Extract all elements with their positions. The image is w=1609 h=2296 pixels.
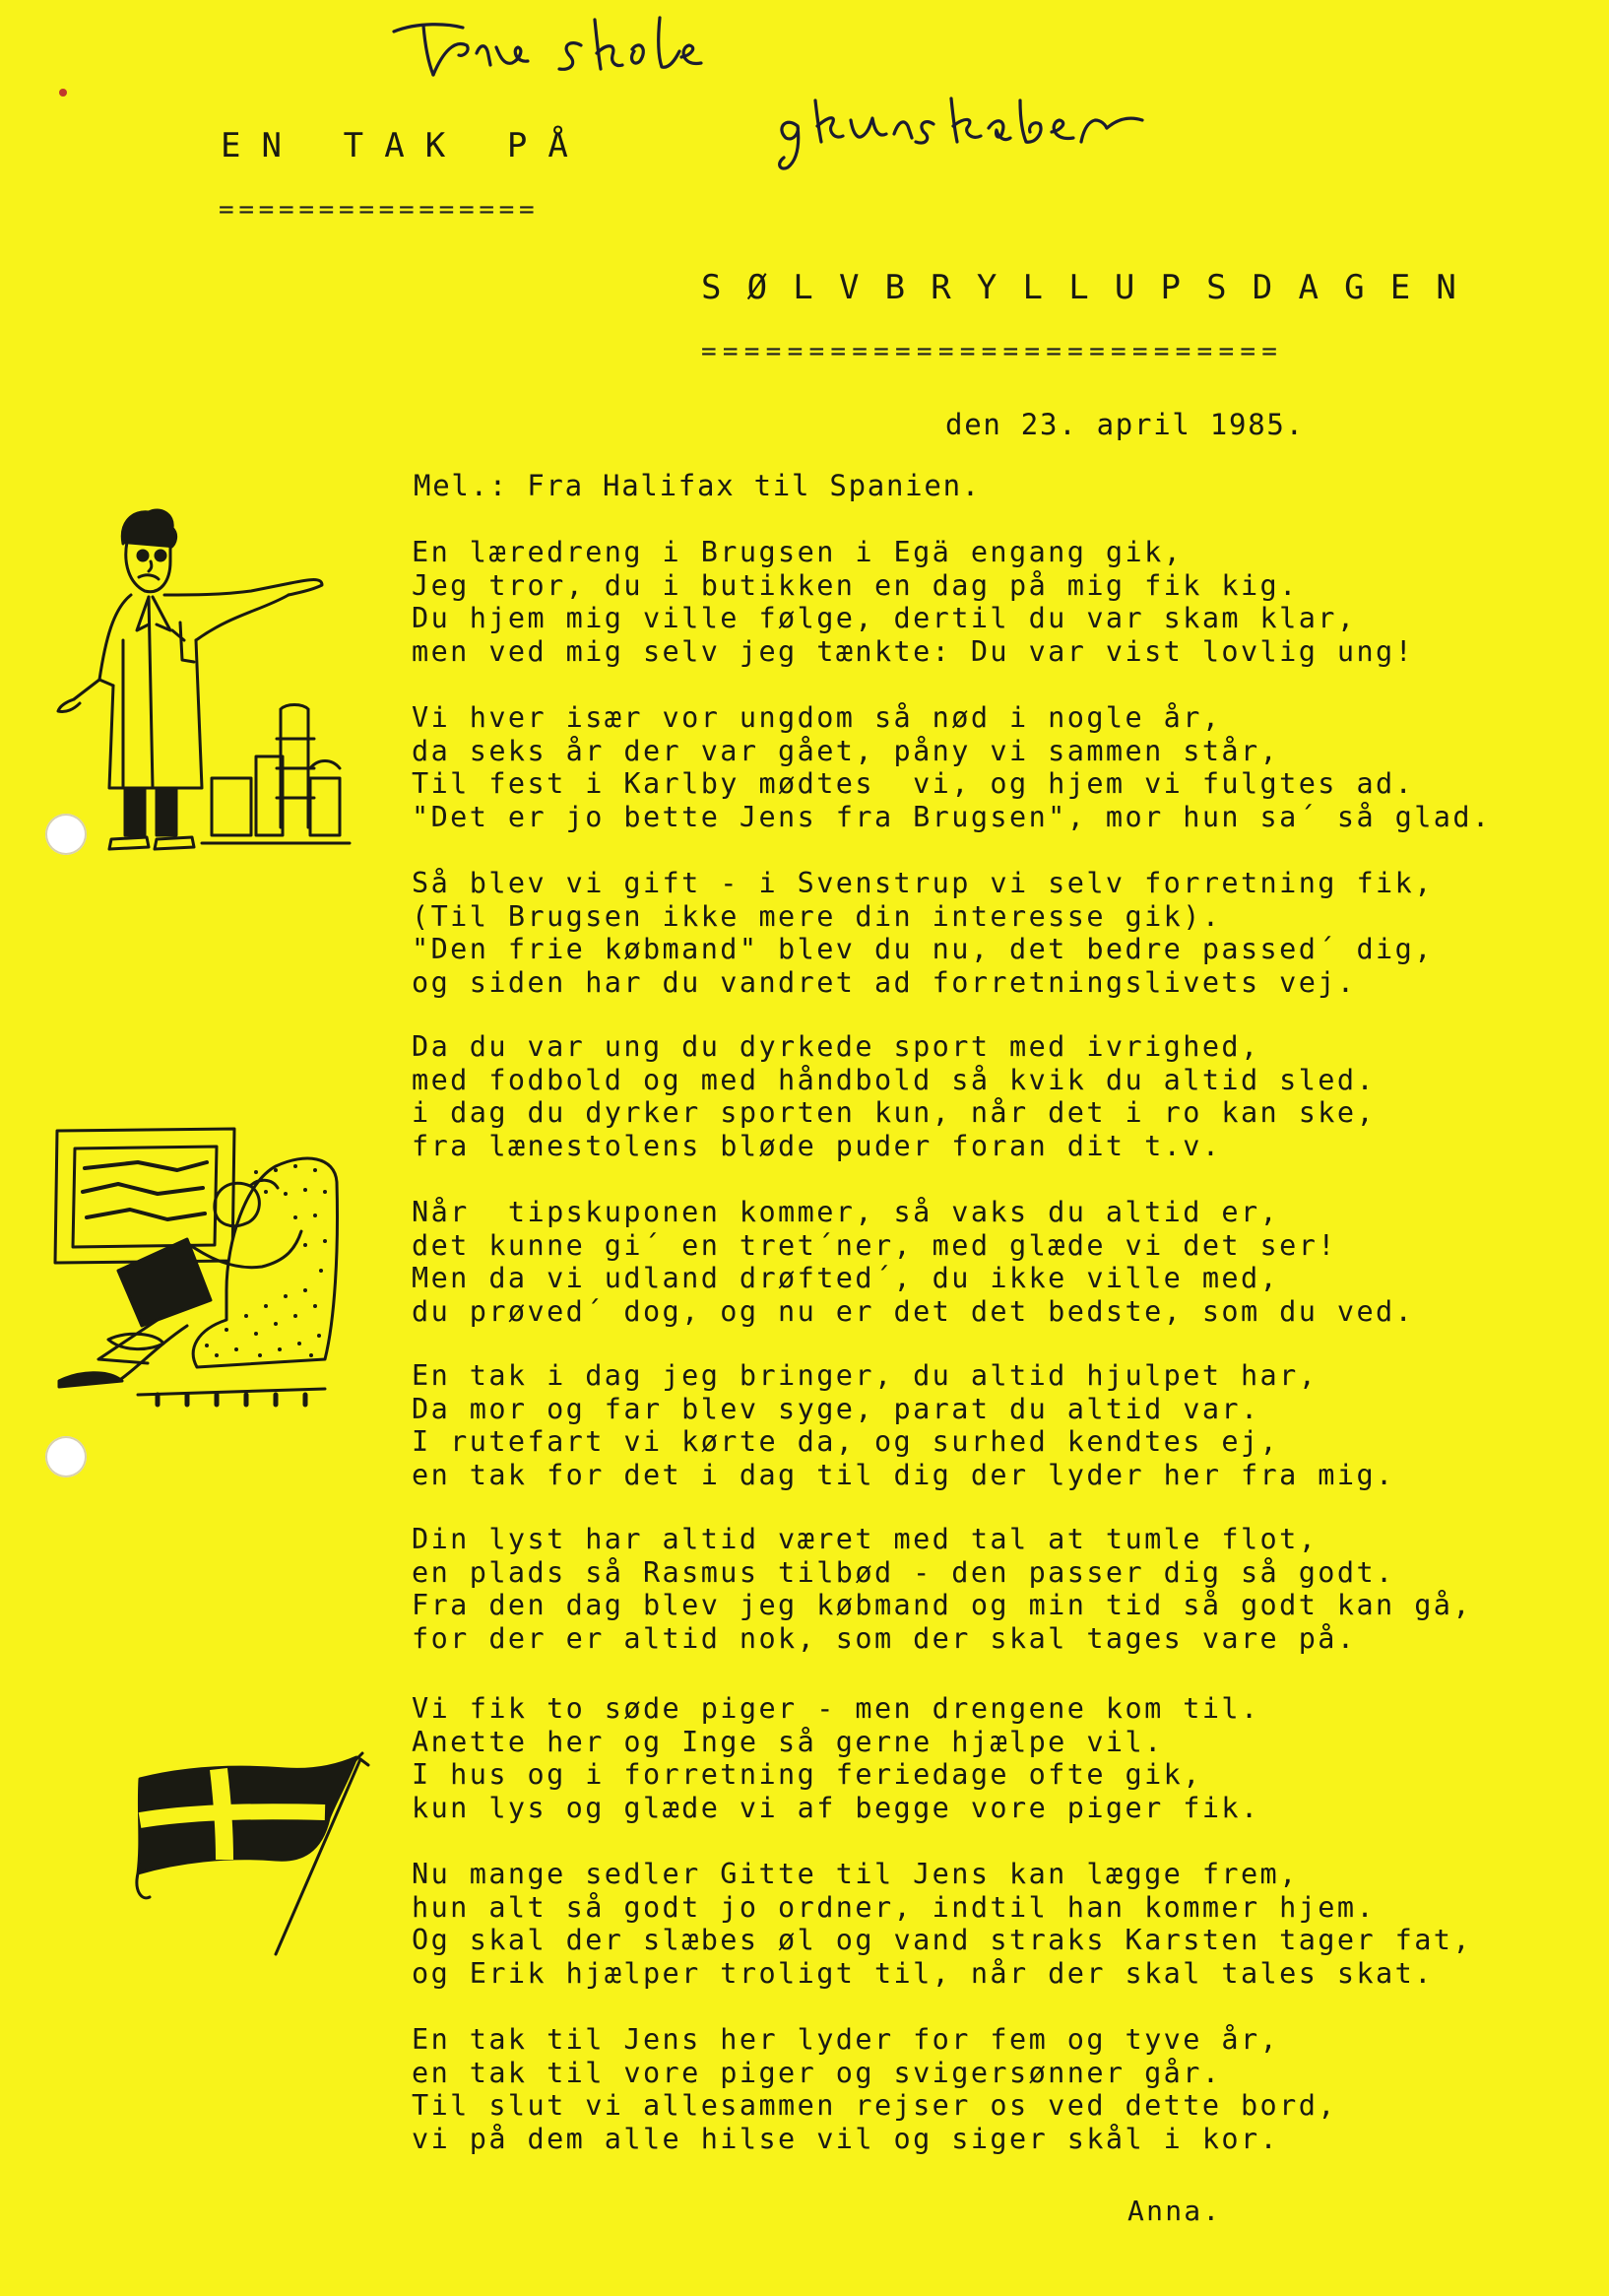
stanza-line: Fra den dag blev jeg købmand og min tid så godt kan gå, — [412, 1589, 1472, 1622]
stanza-line: Anette her og Inge så gerne hjælpe vil. — [412, 1725, 1164, 1758]
stanza-line: Da mor og far blev syge, parat du altid var. — [412, 1392, 1260, 1425]
stanza-8 — [412, 1692, 1260, 1824]
heading-rule-1: ================ — [219, 195, 540, 225]
stanza-line: fra lænestolens bløde puder foran dit t.v. — [412, 1129, 1222, 1162]
stanza-line: vi på dem alle hilse vil og siger skål i kor. — [412, 2122, 1280, 2155]
stanza-line: Vi hver især vor ungdom så nød i nogle år, — [412, 701, 1222, 734]
stanza-3 — [412, 867, 1434, 999]
stanza-line: da seks år der var gået, påny vi sammen står, — [412, 734, 1280, 767]
stanza-2 — [412, 701, 1492, 833]
stanza-line: (Til Brugsen ikke mere din interesse gik). — [412, 899, 1222, 933]
stanza-line: du prøved´ dog, og nu er det det bedste, som du ved. — [412, 1294, 1415, 1328]
stanza-4 — [412, 1030, 1376, 1162]
stanza-line: kun lys og glæde vi af begge vore piger fik. — [412, 1791, 1260, 1824]
stanza-9 — [412, 1858, 1472, 1990]
stanza-line: i dag du dyrker sporten kun, når det i ro kan ske, — [412, 1096, 1377, 1130]
stanza-line: det kunne gi´ en tret´ner, med glæde vi det ser! — [412, 1228, 1337, 1262]
stanza-line: En tak til Jens her lyder for fem og tyve år, — [412, 2023, 1280, 2056]
stanza-line: I hus og i forretning feriedage ofte gik, — [412, 1758, 1202, 1792]
stanza-line: Vi fik to søde piger - men drengene kom til. — [412, 1692, 1260, 1725]
stanza-line: hun alt så godt jo ordner, indtil han kommer hjem. — [412, 1890, 1377, 1924]
shop-assistant-illustration — [54, 492, 399, 857]
heading-rule-2: =========================== — [701, 337, 1284, 366]
stanza-line: en tak til vore piger og svigersønner går. — [412, 2056, 1222, 2089]
stanza-line: Til slut vi allesammen rejser os ved dette bord, — [412, 2089, 1337, 2123]
stanza-line: og siden har du vandret ad forretningslivets vej. — [412, 965, 1357, 999]
stanza-7 — [412, 1523, 1472, 1655]
stanza-line: men ved mig selv jeg tænkte: Du var vist lovlig ung! — [412, 634, 1415, 668]
stanza-line: og Erik hjælper troligt til, når der skal tales skat. — [412, 1956, 1434, 1990]
stanza-line: Jeg tror, du i butikken en dag på mig fik kig. — [412, 568, 1299, 602]
stanza-line: en plads så Rasmus tilbød - den passer dig så godt. — [412, 1555, 1395, 1589]
stanza-line: Du hjem mig ville følge, dertil du var skam klar, — [412, 602, 1357, 635]
stanza-line: En tak i dag jeg bringer, du altid hjulpet har, — [412, 1359, 1319, 1392]
stanza-line: Når tipskuponen kommer, så vaks du altid er, — [412, 1196, 1280, 1228]
stanza-line: Nu mange sedler Gitte til Jens kan lægge frem, — [412, 1858, 1299, 1890]
stanza-line: Og skal der slæbes øl og vand straks Karsten tager fat, — [412, 1924, 1472, 1957]
stanza-line: Til fest i Karlby mødtes vi, og hjem vi fulgtes ad. — [412, 767, 1415, 801]
stanza-line: "Det er jo bette Jens fra Brugsen", mor hun sa´ så glad. — [412, 800, 1492, 833]
stanza-line: I rutefart vi kørte da, og surhed kendtes ej, — [412, 1425, 1280, 1459]
heading-line-2: SØLVBRYLLUPSDAGEN — [701, 268, 1483, 307]
heading-line-1: EN TAK PÅ — [221, 126, 589, 165]
signature: Anna. — [1127, 2195, 1222, 2227]
stanza-10 — [412, 2023, 1337, 2155]
ink-dot — [59, 89, 67, 97]
tv-armchair-illustration — [39, 1123, 414, 1418]
stanza-line: en tak for det i dag til dig der lyder her fra mig. — [412, 1458, 1395, 1491]
stanza-line: En læredreng i Brugsen i Egä engang gik, — [412, 536, 1184, 568]
stanza-6 — [412, 1359, 1395, 1491]
punch-hole-bottom — [45, 1436, 87, 1477]
stanza-line: med fodbold og med håndbold så kvik du altid sled. — [412, 1063, 1377, 1096]
stanza-5 — [412, 1196, 1414, 1328]
stanza-line: Din lyst har altid været med tal at tumle flot, — [412, 1523, 1319, 1555]
date: den 23. april 1985. — [945, 408, 1305, 441]
stanza-1 — [412, 536, 1414, 668]
melody: Mel.: Fra Halifax til Spanien. — [414, 469, 981, 502]
stanza-line: Da du var ung du dyrkede sport med ivrighed, — [412, 1030, 1260, 1063]
stanza-line: "Den frie købmand" blev du nu, det bedre passed´ dig, — [412, 933, 1434, 966]
stanza-line: Men da vi udland drøfted´, du ikke ville med, — [412, 1262, 1280, 1295]
danish-flag-illustration — [128, 1743, 384, 1960]
stanza-line: for der er altid nok, som der skal tages vare på. — [412, 1621, 1357, 1655]
stanza-line: Så blev vi gift - i Svenstrup vi selv forretning fik, — [412, 867, 1434, 899]
